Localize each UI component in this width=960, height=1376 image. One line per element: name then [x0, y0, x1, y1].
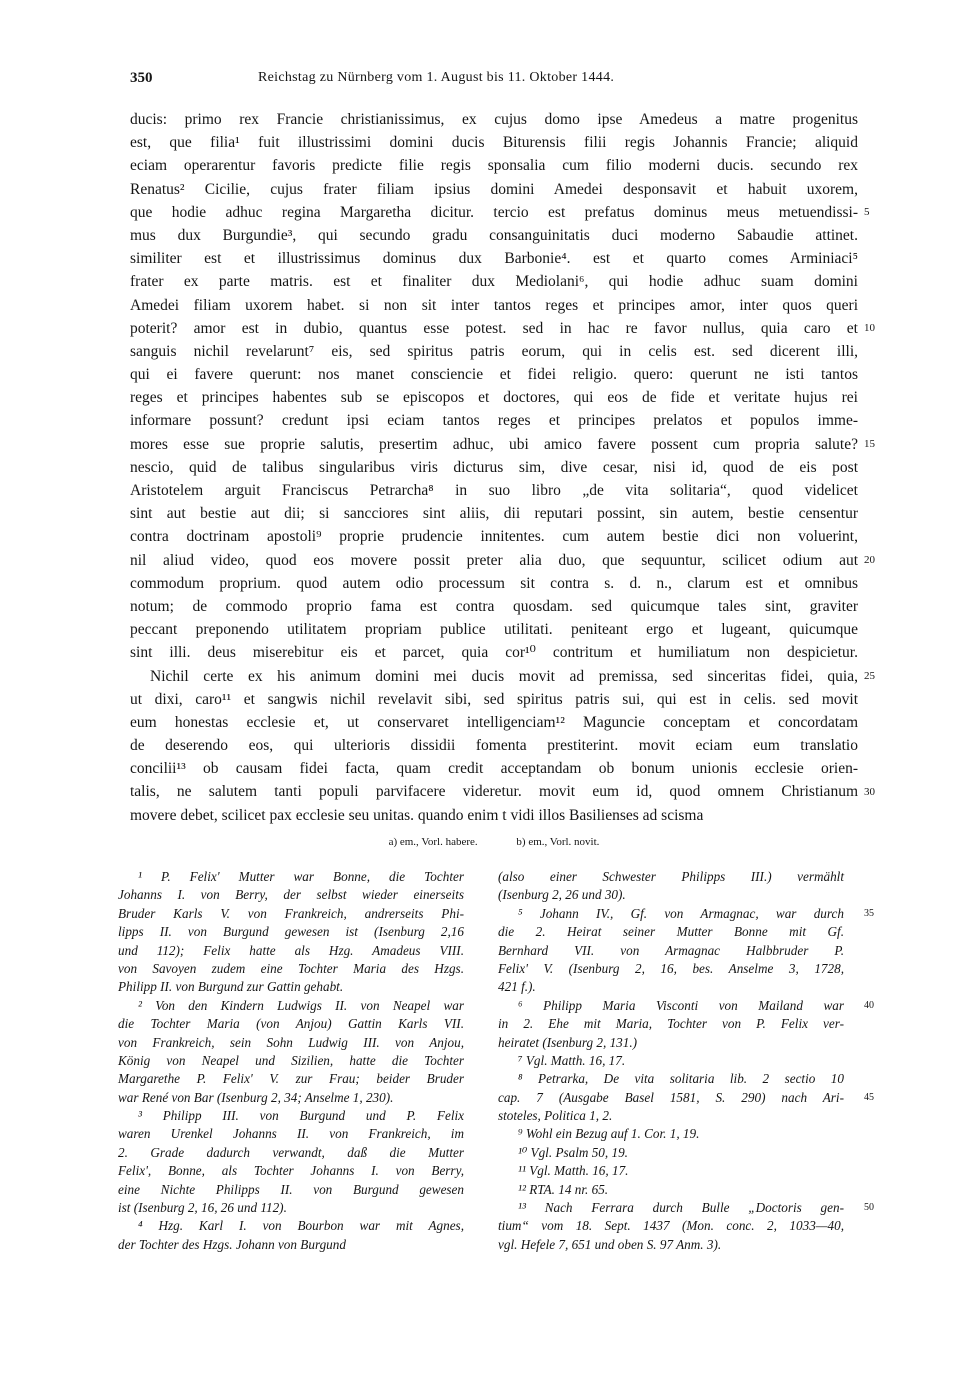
- line-number: 10: [864, 321, 875, 334]
- text-line: frater ex parte matris. est et finaliter dux Mediolani⁶, qui hodie adhuc suam domini: [130, 273, 858, 291]
- variant-a: a) em., Vorl. habere.: [388, 836, 478, 848]
- footnote-line: ist (Isenburg 2, 16, 26 und 112).: [118, 1200, 287, 1216]
- footnotes-left-column: [118, 868, 464, 1254]
- footnote-line: ⁵ Johann IV., Gf. von Armagnac, war durch: [518, 905, 844, 921]
- text-line: similiter est et illustrissimus dominus dux Barbonie⁴. est et quarto comes Arminiaci⁵: [130, 250, 858, 268]
- text-line: Nichil certe ex his animum domini mei ducis movit ad premissa, sed sinceritas fidei, quia,: [150, 667, 858, 685]
- footnote-line: Felix', Bonne, als Tochter Johanns I. von Berry,: [118, 1163, 464, 1179]
- text-line: poterit? amor est in dubio, quantus esse potest. sed in hac re favor nullus, quia caro et: [130, 319, 858, 337]
- text-line: est, que filia¹ fuit illustrissimi domini ducis Biturensis filii regis Johannis Francie; aliquid: [130, 134, 858, 152]
- footnote-line: ¹² RTA. 14 nr. 65.: [518, 1181, 609, 1197]
- main-text: [130, 108, 858, 827]
- footnote-line: lipps II. von Burgund gewesen ist (Isenburg 2,16: [118, 924, 464, 940]
- text-line: movere debet, scilicet pax ecclesie seu unitas. quando enim t vidi illos Basilienses ad scisma: [130, 806, 704, 824]
- footnote-line: vgl. Hefele 7, 651 und oben S. 97 Anm. 3).: [498, 1236, 722, 1252]
- text-line: talis, ne salutem tanti populi parvifacere videretur. movit eum id, quod omnem Christianum: [130, 783, 858, 801]
- footnote-line: tium“ vom 18. Sept. 1437 (Mon. conc. 2, 1033—40,: [498, 1218, 844, 1234]
- text-line: nil aliud video, quod eos movere possit preter alia duo, que sequuntur, scilicet odium aut: [130, 551, 858, 569]
- footnote-line: Philipp II. von Burgund zur Gattin gehabt.: [118, 979, 344, 995]
- footnote-line: cap. 7 (Ausgabe Basel 1581, S. 290) nach Ari-: [498, 1089, 844, 1105]
- footnote-line: in 2. Ehe mit Maria, Tochter von P. Felix ver-: [498, 1016, 844, 1032]
- text-line: commodum proprium. quod autem odio processum sit contra s. d. n., clarum est et omnibus: [130, 574, 858, 592]
- page-number: 350: [130, 70, 153, 86]
- text-line: eum honestas ecclesie et, ut conservaret intelligenciam¹² Maguncie conceptam et concordatam: [130, 713, 858, 731]
- text-line: sanguis nichil revelarunt⁷ eis, sed spiritus patris eorum, qui in celis est. sed dicerent illi,: [130, 342, 858, 360]
- text-line: Renatus² Cicilie, cujus frater filiam ipsius domini Amedei desponsavit et habuit uxorem,: [130, 180, 858, 198]
- line-number: 20: [864, 553, 875, 566]
- footnote-line: Margarethe P. Felix' V. zur Frau; beider Bruder: [118, 1071, 464, 1087]
- text-line: ut dixi, caro¹¹ et sangwis nichil revelavit sibi, sed spiritus patris sui, qui est in celis. sed movit: [130, 690, 858, 708]
- footnote-line: ⁷ Vgl. Matth. 16, 17.: [518, 1052, 626, 1068]
- footnote-line: von Frankreich, sein Sohn Ludwig III. von Anjou,: [118, 1034, 464, 1050]
- footnote-line: von Savoyen zudem eine Tochter Maria des Hzgs.: [118, 960, 464, 976]
- footnote-line: ² Von den Kindern Ludwigs II. von Neapel war: [138, 997, 464, 1013]
- footnote-line: (Isenburg 2, 26 und 30).: [498, 887, 626, 903]
- text-line: concilii¹³ ob causam fidei facta, quam credit acceptandam ob bonum unionis ecclesie orien-: [130, 760, 858, 778]
- footnote-line: ¹¹ Vgl. Matth. 16, 17.: [518, 1163, 629, 1179]
- footnote-line: ³ Philipp III. von Burgund und P. Felix: [138, 1108, 464, 1124]
- footnote-line: König von Neapel und Sizilien, hatte die Tochter: [118, 1052, 464, 1068]
- text-line: reges et principes habentes sub se episcopos et doctores, qui eos de fide et veritate hujus rei: [130, 389, 858, 407]
- text-line: qui ei favere querunt: nos manet consciencie et fidei religio. quero: querunt ne isti tantos: [130, 366, 858, 384]
- footnote-line: Bernhard VII. von Armagnac Halbbruder P.: [498, 942, 844, 958]
- footnote-line: stoteles, Politica 1, 2.: [498, 1108, 613, 1124]
- footnote-line: die 2. Heirat seiner Mutter Bonne mit Gf.: [498, 924, 844, 940]
- footnotes-right-column: [498, 868, 844, 1254]
- text-line: sint illi. deus miserebitur eis et parcet, quia cor¹⁰ contritum et humiliatum non despicietur.: [130, 644, 858, 662]
- line-number: 30: [864, 785, 875, 798]
- text-line: nescio, quid de talibus singularibus viris dicturus sim, dive cesar, nisi id, quod de eis post: [130, 458, 858, 476]
- line-number: 5: [864, 205, 870, 218]
- footnote-line: ¹ P. Felix' Mutter war Bonne, die Tochter: [138, 869, 464, 884]
- footnote-line: ¹⁰ Vgl. Psalm 50, 19.: [518, 1144, 628, 1160]
- text-line: de deserendo eos, qui ulterioris dissidii fomenta prestiterint. movit eciam eum translatio: [130, 737, 858, 755]
- footnote-line: ¹³ Nach Ferrara durch Bulle „Doctoris gen-: [518, 1200, 844, 1216]
- footnote-line: ⁸ Petrarka, De vita solitaria lib. 2 sectio 10: [518, 1071, 844, 1087]
- line-number: 45: [864, 1091, 874, 1103]
- text-line: que hodie adhuc regina Margaretha dicitur. tercio est prefatus dominus meus metuendissi-: [130, 203, 858, 221]
- variant-b: b) em., Vorl. novit.: [516, 836, 600, 848]
- running-title: Reichstag zu Nürnberg vom 1. August bis 11. Oktober 1444.: [258, 70, 615, 85]
- footnote-line: Johanns I. von Berry, der selbst wieder einerseits: [118, 887, 464, 903]
- footnote-line: die Tochter Maria (von Anjou) Gattin Karls VII.: [118, 1016, 464, 1032]
- text-line: notum; de commodo proprio fama est contra quosdam. sed quicumque tales sint, graviter: [130, 597, 858, 615]
- textual-variants: [130, 836, 858, 848]
- text-line: eciam operarentur favoris predicte filie regis sponsalia cum filio moderni ducis. secundo rex: [130, 157, 858, 175]
- text-line: ducis: primo rex Francie christianissimus, ex cujus domo ipse Amedeus a matre progenitus: [130, 111, 858, 128]
- text-line: informare possunt? credunt ipsi eciam tantos reges et principes prelatos et populos imme-: [130, 412, 858, 430]
- footnote-line: Felix' V. (Isenburg 2, 16, bes. Anselme 3, 1728,: [498, 960, 844, 976]
- text-line: Aristotelem arguit Franciscus Petrarcha⁸ in suo libro „de vita solitaria“, quod videlicet: [130, 482, 858, 499]
- line-number: 40: [864, 999, 874, 1011]
- text-line: Amedei filiam uxorem habet. si non sit inter tantos reges et principes amor, inter quos queri: [130, 296, 858, 314]
- footnote-line: war René von Bar (Isenburg 2, 34; Anselme 1, 230).: [118, 1089, 394, 1105]
- footnote-line: Bruder Karls V. von Frankreich, andrerseits Phi-: [118, 905, 464, 921]
- footnote-line: eine Nichte Philipps II. von Burgund gewesen: [118, 1181, 464, 1197]
- text-line: peccant preponendo utilitatem propriam publice utilitati. peniteant ergo et lugeant, quicumque: [130, 621, 858, 639]
- footnote-line: 2. Grade dadurch verwandt, daß die Mutter: [118, 1144, 464, 1160]
- footnote-line: ⁴ Hzg. Karl I. von Bourbon war mit Agnes,: [138, 1218, 464, 1234]
- page-header: [130, 70, 858, 96]
- footnote-line: und 112); Felix hatte als Hzg. Amadeus VIII.: [118, 942, 464, 958]
- footnote-line: (also einer Schwester Philipps III.) vermählt: [498, 869, 844, 884]
- line-number: 25: [864, 669, 875, 682]
- text-line: contra doctrinam apostoli⁹ proprie prudencie innitentes. cum autem bestie dici non voluerint,: [130, 528, 858, 546]
- line-number: 35: [864, 907, 874, 919]
- text-line: sint aut bestie aut dii; si sancciores sint aliis, dii reputari possint, sin autem, bestie censentur: [130, 505, 858, 523]
- footnote-line: heiratet (Isenburg 2, 131.): [498, 1034, 638, 1050]
- footnote-line: 421 f.).: [498, 979, 536, 995]
- footnote-line: der Tochter des Hzgs. Johann von Burgund: [118, 1236, 346, 1252]
- footnote-line: ⁹ Wohl ein Bezug auf 1. Cor. 1, 19.: [518, 1126, 700, 1142]
- line-number: 15: [864, 437, 875, 450]
- line-number: 50: [864, 1202, 874, 1214]
- text-line: mus dux Burgundie³, qui secundo gradu consanguinitatis duci moderno Sabaudie attinet.: [130, 226, 858, 244]
- footnote-line: waren Urenkel Johanns II. von Frankreich, im: [118, 1126, 464, 1142]
- text-line: mores esse sue proprie salutis, presertim adhuc, ubi amico favere possent cum propria salute?: [130, 435, 858, 453]
- footnote-line: ⁶ Philipp Maria Visconti von Mailand war: [518, 997, 844, 1013]
